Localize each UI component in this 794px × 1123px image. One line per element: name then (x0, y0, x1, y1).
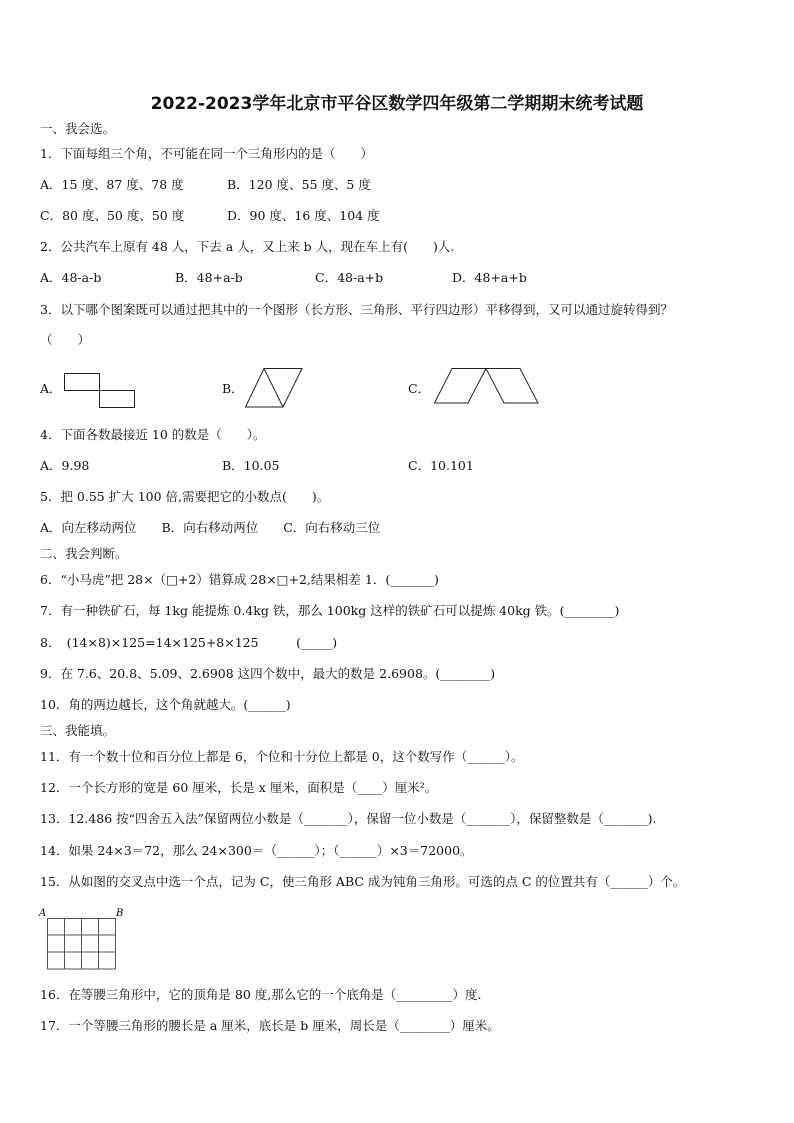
page-title: 2022-2023学年北京市平谷区数学四年级第二学期期末统考试题 (150, 94, 644, 114)
q4-option-a: A．9.98 (40, 458, 90, 473)
question-13: 13．12.486 按“四舍五入法”保留两位小数是（_______），保留一位小数是（_______），保留整数是（_______). (40, 811, 657, 826)
q4-option-c: C．10.101 (408, 458, 474, 473)
section-heading-3: 三、我能填。 (40, 723, 116, 738)
question-9: 9．在 7.6、20.8、5.09、2.6908 这四个数中，最大的数是 2.6908。(________) (40, 666, 496, 681)
q1-option-a: A．15 度、87 度、78 度 (40, 177, 184, 192)
grid-label-b: B (116, 908, 124, 919)
q2-option-b: B．48+a-b (175, 270, 243, 285)
q1-option-b: B．120 度、55 度、5 度 (227, 177, 371, 192)
q2-option-a: A．48-a-b (40, 270, 102, 285)
q3-figure-c-parallelograms (434, 368, 540, 408)
q3-option-a: A． (40, 381, 62, 396)
q15-grid-figure (38, 906, 128, 972)
q1-option-d: D．90 度、16 度、104 度 (227, 208, 380, 223)
q1-option-c: C．80 度、50 度、50 度 (40, 208, 185, 223)
question-11: 11．有一个数十位和百分位上都是 6，个位和十分位上都是 0，这个数写作（______）。 (40, 749, 524, 764)
question-1: 1．下面每组三个角，不可能在同一个三角形内的是（ ） (40, 146, 373, 161)
question-3: 3．以下哪个图案既可以通过把其中的一个图形（长方形、三角形、平行四边形）平移得到，又可以通过旋转得到？ (40, 302, 673, 317)
question-6: 6．“小马虎”把 28×（□+2）错算成 28×□+2,结果相差 1．(_______) (40, 572, 439, 587)
question-4: 4．下面各数最接近 10 的数是（ ）。 (40, 427, 266, 442)
q2-option-c: C．48-a+b (315, 270, 384, 285)
question-17: 17．一个等腰三角形的腰长是 a 厘米，底长是 b 厘米，周长是（________）厘米。 (40, 1018, 500, 1033)
grid-label-a: A (39, 908, 47, 919)
q3-figure-a-rectangles (64, 373, 136, 409)
question-8: 8． (14×8)×125=14×125+8×125 (_____) (40, 635, 338, 650)
section-heading-2: 二、我会判断。 (40, 546, 128, 561)
q3-option-b: B． (222, 381, 244, 396)
q2-option-d: D．48+a+b (452, 270, 527, 285)
q3-option-c: C． (408, 381, 431, 396)
question-14: 14．如果 24×3＝72，那么 24×300＝（______）；（______）×3＝72000。 (40, 843, 473, 858)
question-7: 7．有一种铁矿石，每 1kg 能提炼 0.4kg 铁，那么 100kg 这样的铁矿石可以提炼 40kg 铁。(________) (40, 603, 620, 618)
question-5: 5．把 0.55 扩大 100 倍,需要把它的小数点( )。 (40, 489, 330, 504)
question-16: 16．在等腰三角形中，它的顶角是 80 度,那么它的一个底角是（_________）度. (40, 987, 482, 1002)
q3-answer-paren: （ ） (40, 332, 91, 347)
q3-figure-b-triangles (245, 368, 303, 408)
section-heading-1: 一、我会选。 (40, 121, 116, 136)
question-10: 10．角的两边越长，这个角就越大。(______) (40, 697, 291, 712)
q4-option-b: B．10.05 (222, 458, 280, 473)
question-12: 12．一个长方形的宽是 60 厘米，长是 x 厘米，面积是（____）厘米²。 (40, 780, 438, 795)
question-15: 15．从如图的交叉点中选一个点，记为 C，使三角形 ABC 成为钝角三角形。可选的点 C 的位置共有（______）个。 (40, 874, 686, 889)
q5-options: A．向左移动两位 B．向右移动两位 C．向右移动三位 (40, 520, 381, 535)
question-2: 2．公共汽车上原有 48 人，下去 a 人，又上来 b 人，现在车上有( )人. (40, 239, 455, 254)
